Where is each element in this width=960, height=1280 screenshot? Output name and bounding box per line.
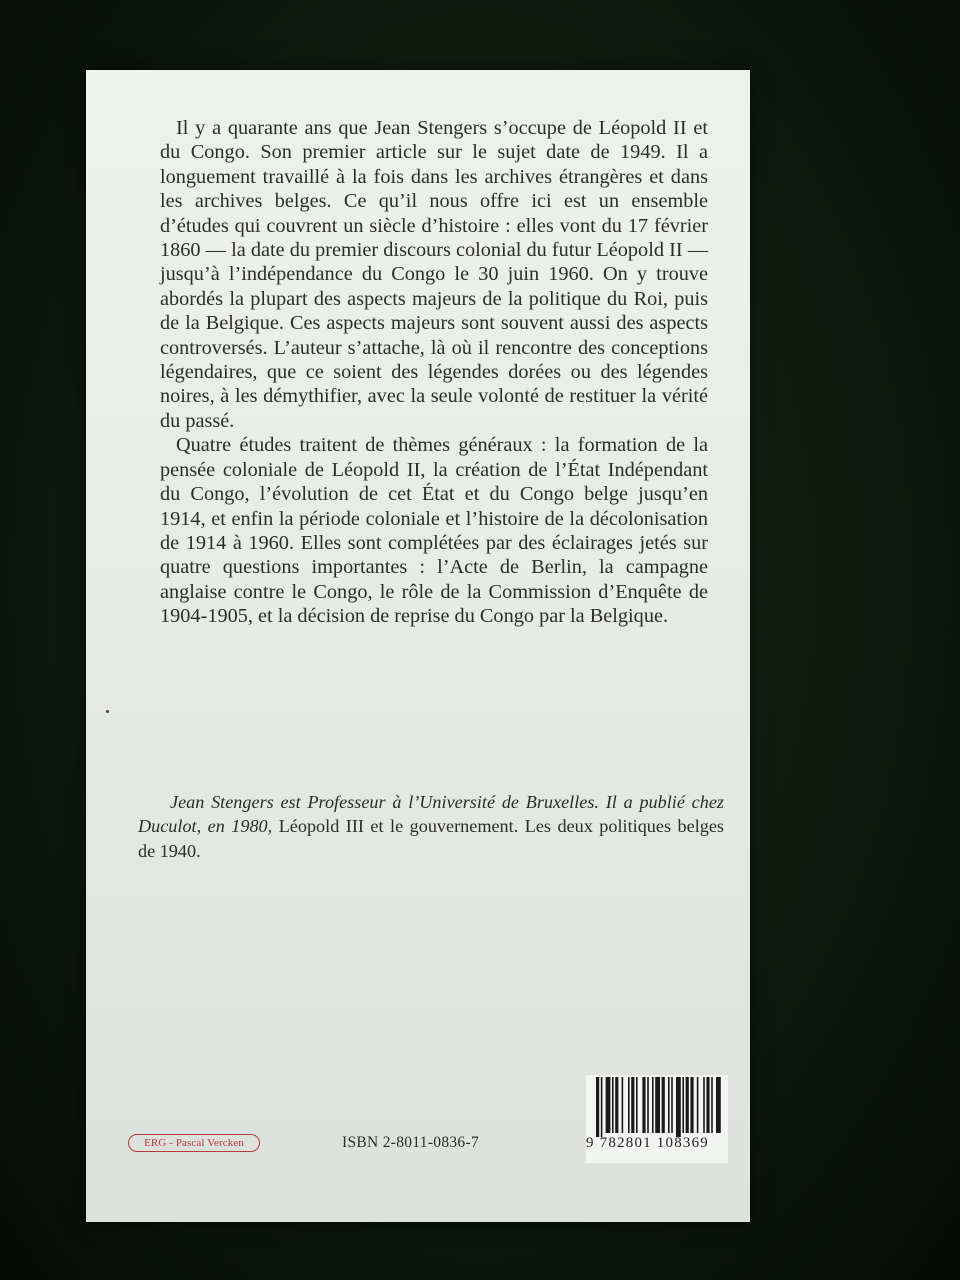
ink-dot <box>106 710 109 713</box>
barcode-bar <box>642 1077 645 1133</box>
barcode-bar <box>716 1077 721 1133</box>
barcode-bar <box>676 1077 681 1137</box>
blurb-paragraph-1: Il y a quarante ans que Jean Stengers s’occupe de Léopold II et du Congo. Son premier article sur le sujet date de 1949. Il a longuement travaillé à la fois dans les archives étrangères et dans les archives belges. Ce qu’il nous offre ici est un ensemble d’études qui couvrent un siècle d’histoire : elles vont du 17 février 1860 — la date du premier discours colonial du futur Léopold II — jusqu’à l’indépendance du Congo le 30 juin 1960. On y trouve abordés la plupart des aspects majeurs de la politique du Roi, puis de la Belgique. Ces aspects majeurs sont souvent aussi des aspects controversés. L’auteur s’attache, là où il rencontre des conceptions légendaires, que ce soient des légendes dorées ou des légendes noires, à les démythifier, avec la seule volonté de restituer la vérité du passé. <box>160 117 708 432</box>
barcode-bar <box>711 1077 713 1133</box>
barcode <box>586 1075 728 1163</box>
barcode-bar <box>636 1077 638 1133</box>
barcode-bar <box>671 1077 673 1133</box>
barcode-bar <box>631 1077 634 1133</box>
barcode-bar <box>682 1077 684 1133</box>
blurb-text <box>160 116 708 629</box>
barcode-bar <box>703 1077 705 1133</box>
author-note-book-title: Léopold III et le gouvernement. Les deux politiques belges de 1940. <box>138 816 724 861</box>
barcode-bar <box>615 1077 618 1133</box>
barcode-bar <box>596 1077 599 1137</box>
barcode-bar <box>606 1077 611 1133</box>
barcode-bar <box>697 1077 699 1133</box>
barcode-bar <box>601 1077 603 1137</box>
barcode-bar <box>628 1077 630 1133</box>
barcode-bar <box>612 1077 614 1133</box>
barcode-bar <box>706 1077 709 1133</box>
publisher-logo: ERG - Pascal Vercken <box>128 1134 260 1152</box>
barcode-bar <box>652 1077 654 1133</box>
barcode-bar <box>662 1077 665 1133</box>
barcode-bar <box>622 1077 624 1133</box>
barcode-bar <box>686 1077 689 1133</box>
author-note <box>138 790 724 863</box>
author-note-paragraph <box>138 790 724 863</box>
barcode-bars <box>586 1075 728 1137</box>
barcode-digits: 9 782801 108369 <box>586 1135 709 1151</box>
blurb-paragraph-2: Quatre études traitent de thèmes généraux : la formation de la pensée coloniale de Léopold II, la création de l’État Indépendant du Congo, l’évolution de cet État et du Congo belge jusqu’en 1914, et enfin la période coloniale et l’histoire de la décolonisation de 1914 à 1960. Elles sont complétées par des éclairages jetés sur quatre questions importantes : l’Acte de Berlin, la campagne anglaise contre le Congo, le rôle de la Commission d’Enquête de 1904-1905, et la décision de reprise du Congo par la Belgique. <box>160 434 708 628</box>
book-back-cover <box>86 70 750 1222</box>
barcode-bar <box>690 1077 693 1133</box>
isbn-label: ISBN 2-8011-0836-7 <box>342 1134 479 1151</box>
barcode-bar <box>668 1077 670 1133</box>
barcode-bar <box>647 1077 649 1133</box>
author-note-italic: Jean Stengers est Professeur à l’Université de Bruxelles. Il a publié chez Duculot, en 1980, <box>138 792 724 837</box>
barcode-bar <box>655 1077 660 1133</box>
